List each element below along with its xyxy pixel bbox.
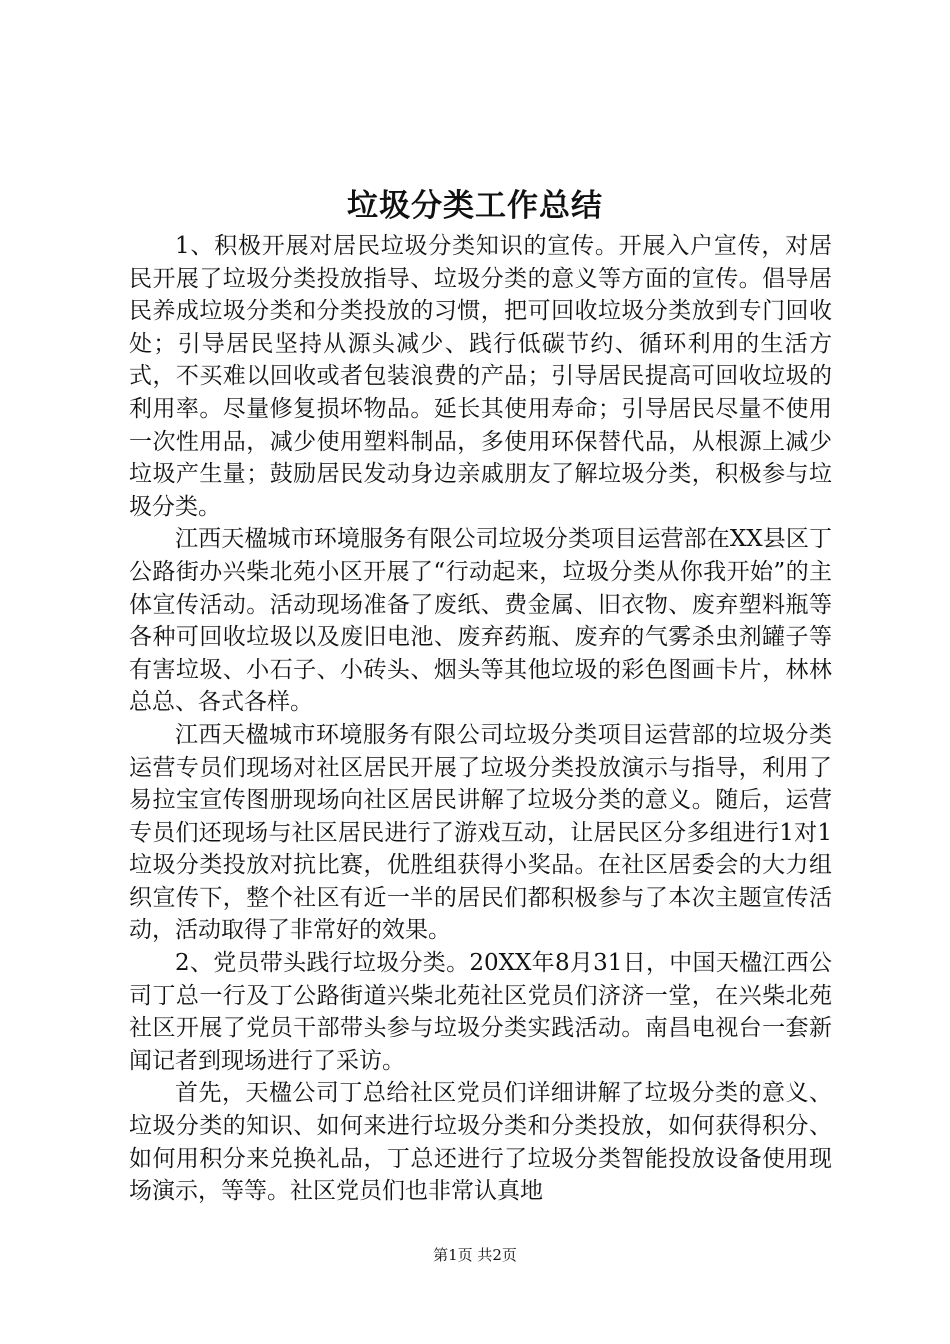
paragraph-5: 首先，天楹公司丁总给社区党员们详细讲解了垃圾分类的意义、垃圾分类的知识、如何来进行垃圾分类和分类投放，如何获得积分、如何用积分来兑换礼品，丁总还进行了垃圾分类智能投放设备使用现场演示，等等。社区党员们也非常认真地 [129, 1080, 832, 1205]
paragraph-2: 江西天楹城市环境服务有限公司垃圾分类项目运营部在XX县区丁公路街办兴柴北苑小区开展了“行动起来，垃圾分类从你我开始”的主体宣传活动。活动现场准备了废纸、费金属、旧衣物、废弃塑料瓶等各种可回收垃圾以及废旧电池、废弃药瓶、废弃的气雾杀虫剂罐子等有害垃圾、小石子、小砖头、烟头等其他垃圾的彩色图画卡片，林林总总、各式各样。 [129, 526, 832, 716]
document-title: 垃圾分类工作总结 [347, 188, 603, 224]
document-body [129, 230, 832, 1208]
page-footer: 第1页 共2页 [433, 1246, 517, 1264]
paragraph-1: 1、积极开展对居民垃圾分类知识的宣传。开展入户宣传，对居民开展了垃圾分类投放指导、垃圾分类的意义等方面的宣传。倡导居民养成垃圾分类和分类投放的习惯，把可回收垃圾分类放到专门回收处；引导居民坚持从源头减少、践行低碳节约、循环利用的生活方式，不买难以回收或者包装浪费的产品；引导居民提高可回收垃圾的利用率。尽量修复损坏物品。延长其使用寿命；引导居民尽量不使用一次性用品，减少使用塑料制品，多使用环保替代品，从根源上减少垃圾产生量；鼓励居民发动身边亲戚朋友了解垃圾分类，积极参与垃圾分类。 [129, 233, 832, 520]
paragraph-4: 2、党员带头践行垃圾分类。20XX年8月31日，中国天楹江西公司丁总一行及丁公路街道兴柴北苑社区党员们济济一堂，在兴柴北苑社区开展了党员干部带头参与垃圾分类实践活动。南昌电视台一套新闻记者到现场进行了采访。 [129, 950, 832, 1074]
paragraph-3: 江西天楹城市环境服务有限公司垃圾分类项目运营部的垃圾分类运营专员们现场对社区居民开展了垃圾分类投放演示与指导，利用了易拉宝宣传图册现场向社区居民讲解了垃圾分类的意义。随后，运营专员们还现场与社区居民进行了游戏互动，让居民区分多组进行1对1垃圾分类投放对抗比赛，优胜组获得小奖品。在社区居委会的大力组织宣传下，整个社区有近一半的居民们都积极参与了本次主题宣传活动，活动取得了非常好的效果。 [129, 721, 832, 944]
